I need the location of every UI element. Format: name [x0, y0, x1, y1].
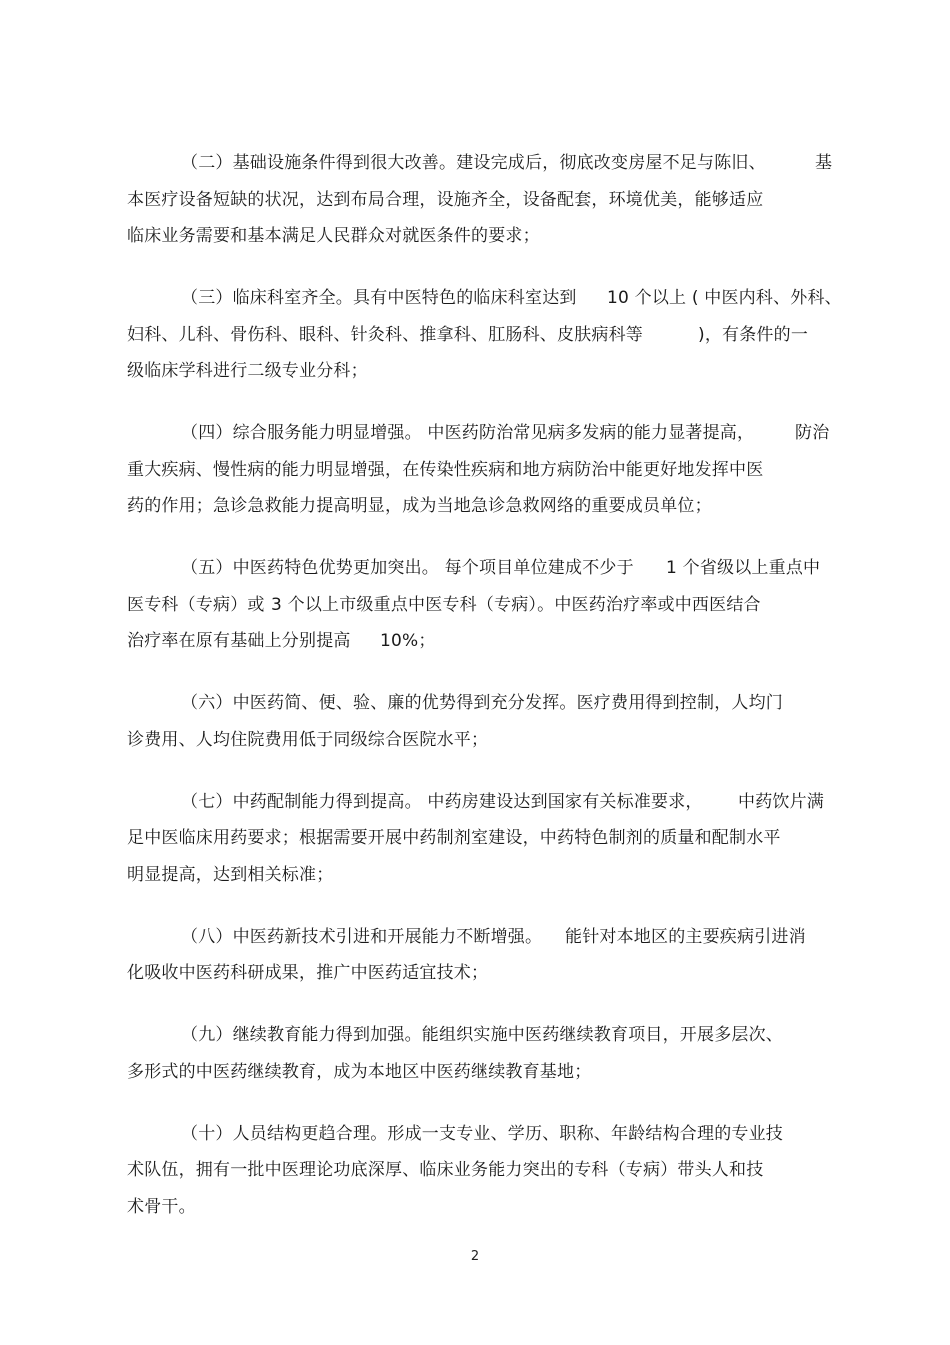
paragraph-line: 本医疗设备短缺的状况，达到布局合理，设施齐全，设备配套，环境优美，能够适应 [127, 190, 764, 210]
paragraph-line: （二）基础设施条件得到很大改善。建设完成后，彻底改变房屋不足与陈旧、 [181, 153, 766, 173]
paragraph-line: 10%； [380, 631, 436, 651]
paragraph-line: 诊费用、人均住院费用低于同级综合医院水平； [127, 730, 489, 750]
paragraph-line: 能针对本地区的主要疾病引进消 [565, 927, 806, 947]
paragraph-line: 妇科、儿科、骨伤科、眼科、针灸科、推拿科、肛肠科、皮肤病科等 [127, 325, 643, 345]
paragraph-line: （四）综合服务能力明显增强。 中医药防治常见病多发病的能力显著提高， [181, 423, 755, 443]
paragraph-line: )，有条件的一 [698, 325, 809, 345]
paragraph-line: 医专科（专病）或 [127, 595, 265, 615]
paragraph-line: 10 个以上 ( 中医内科、外科、 [607, 288, 842, 308]
paragraph-line: （九）继续教育能力得到加强。能组织实施中医药继续教育项目，开展多层次、 [181, 1025, 783, 1045]
paragraph-line: 基 [815, 153, 833, 173]
paragraph-line: 临床业务需要和基本满足人民群众对就医条件的要求； [127, 226, 540, 246]
paragraph-line: 足中医临床用药要求；根据需要开展中药制剂室建设，中药特色制剂的质量和配制水平 [127, 828, 781, 848]
page-number: 2 [470, 1249, 480, 1264]
paragraph-line: （三）临床科室齐全。具有中医特色的临床科室达到 [181, 288, 577, 308]
paragraph-line: （七）中药配制能力得到提高。 中药房建设达到国家有关标准要求， [181, 792, 703, 812]
paragraph-line: 术骨干。 [127, 1197, 196, 1217]
paragraph-line: 3 个以上市级重点中医专科（专病）。中医药治疗率或中西医结合 [271, 595, 761, 615]
paragraph-line: 术队伍，拥有一批中医理论功底深厚、临床业务能力突出的专科（专病）带头人和技 [127, 1160, 764, 1180]
paragraph-line: 多形式的中医药继续教育，成为本地区中医药继续教育基地； [127, 1062, 592, 1082]
paragraph-line: 防治 [795, 423, 830, 443]
paragraph-line: 级临床学科进行二级专业分科； [127, 361, 368, 381]
paragraph-line: （六）中医药简、便、验、廉的优势得到充分发挥。医疗费用得到控制，人均门 [181, 693, 783, 713]
paragraph-line: 药的作用；急诊急救能力提高明显，成为当地急诊急救网络的重要成员单位； [127, 496, 712, 516]
paragraph-line: 化吸收中医药科研成果，推广中医药适宜技术； [127, 963, 489, 983]
paragraph-line: （八）中医药新技术引进和开展能力不断增强。 [181, 927, 543, 947]
paragraph-line: （五）中医药特色优势更加突出。 每个项目单位建成不少于 [181, 558, 634, 578]
paragraph-line: 治疗率在原有基础上分别提高 [127, 631, 351, 651]
paragraph-line: （十）人员结构更趋合理。形成一支专业、学历、职称、年龄结构合理的专业技 [181, 1124, 783, 1144]
paragraph-line: 1 个省级以上重点中 [666, 558, 821, 578]
paragraph-line: 中药饮片满 [738, 792, 824, 812]
paragraph-line: 重大疾病、慢性病的能力明显增强，在传染性疾病和地方病防治中能更好地发挥中医 [127, 460, 764, 480]
paragraph-line: 明显提高，达到相关标准； [127, 865, 334, 885]
